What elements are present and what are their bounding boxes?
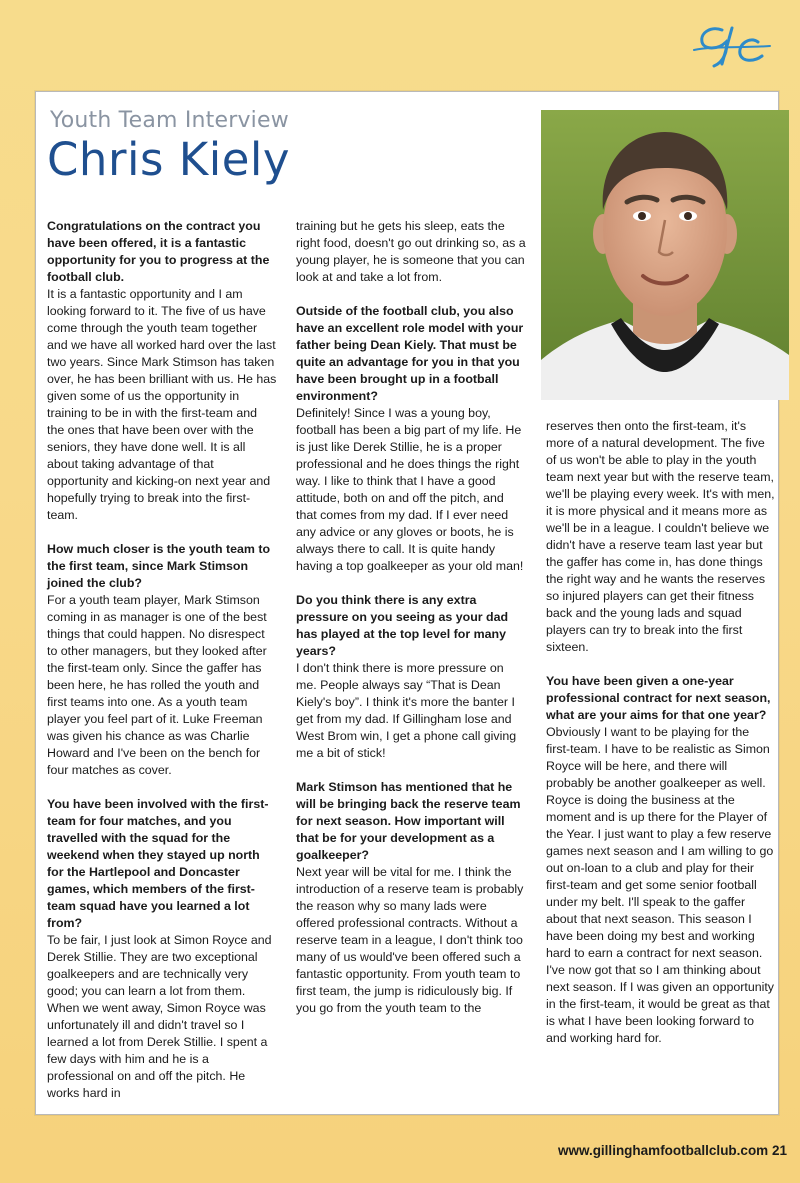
answer-7: Obviously I want to be playing for the first-team. I have to be realistic as Simon Royce will be here, and there will probably be another goalkeeper as well. Royce is doing the business at the moment and is up there for the Player of the Year. I just want to play a few reserve games next season and I am willing to go out on-loan to a club and play for their first-team and get some senior football under my belt. I'll speak to the gaffer about that next season. This season I have been doing my best and working hard to earn a contract for next season. I've now got that so I am thinking about next season. If I was given an opportunity in the first-team, it would be great as that is what I have been looking forward to and working hard for. <box>546 725 774 1045</box>
section-kicker: Youth Team Interview <box>50 108 289 133</box>
answer-5: I don't think there is more pressure on me. People always say “That is Dean Kiely's boy”. I think it's more the banter I get from my dad. If Gillingham lose and West Brom win, I get a phone call giving me a bit of stick! <box>296 661 517 760</box>
article-title: Chris Kiely <box>47 133 291 186</box>
article-panel <box>35 91 779 1115</box>
answer-3-continued: training but he gets his sleep, eats the right food, doesn't go out drinking so, as a young player, he is someone that you can look at and take a lot from. <box>296 219 526 284</box>
footer-page-number: 21 <box>771 1143 787 1158</box>
answer-1: It is a fantastic opportunity and I am looking forward to it. The five of us have come through the youth team together and we have all worked hard over the last two years. Since Mark Stimson has taken over, he has been brilliant with us. He has given some of us the opportunity in training to be in with the first-team and the ones that have been over with the seniors, they have done well. It is all about taking advantage of that opportunity and kicking-on next year and hopefully trying to break into the first-team. <box>47 287 277 522</box>
page-footer <box>558 1143 787 1158</box>
question-6: Mark Stimson has mentioned that he will be bringing back the reserve team for next season. How important will that be for your development as a goalkeeper? <box>296 780 521 862</box>
answer-4: Definitely! Since I was a young boy, football has been a big part of my life. He is just like Derek Stillie, he is a proper professional and he does things the right way. I like to think that I have a good attitude, both on and off the pitch, and that comes from my dad. If I ever need any advice or any gloves or boots, he is always there to call. It is quite handy having a top goalkeeper as your old man! <box>296 406 524 573</box>
club-monogram-logo <box>692 20 772 76</box>
question-4: Outside of the football club, you also have an excellent role model with your father being Dean Kiely. That must be quite an advantage for you in that you have been brought up in a football environment? <box>296 304 524 403</box>
answer-2: For a youth team player, Mark Stimson coming in as manager is one of the best things that could happen. No disrespect to other managers, but they looked after the first-team only. Since the gaffer has been here, he has rolled the youth and first teams into one. As a youth team player you feel part of it. Luke Freeman was given his chance as was Charlie Howard and I've been on the bench for four matches as cover. <box>47 593 267 777</box>
question-1: Congratulations on the contract you have been offered, it is a fantastic opportunity for you to progress at the football club. <box>47 219 270 284</box>
question-7: You have been given a one-year professional contract for next season, what are your aims for that one year? <box>546 674 771 722</box>
question-2: How much closer is the youth team to the first team, since Mark Stimson joined the club? <box>47 542 271 590</box>
answer-3: To be fair, I just look at Simon Royce and Derek Stillie. They are two exceptional goalkeepers and are technically very good; you can learn a lot from them. When we went away, Simon Royce was unfortunately ill and didn't travel so I learned a lot from Derek Stillie. I spent a few days with him and he is a professional on and off the pitch. He works hard in <box>47 933 272 1100</box>
answer-6-continued: reserves then onto the first-team, it's more of a natural development. The five of us won't be able to play in the youth team next year but with the reserve team, we'll be playing every week. It's with men, it is more physical and it means more as we'll be in a league. I couldn't believe we didn't have a reserve team last year but the gaffer has come in, has done things the right way and he wants the reserves so injured players can get their fitness back and the young lads and squad players can try to break into the first sixteen. <box>546 419 775 654</box>
question-5: Do you think there is any extra pressure on you seeing as your dad has played at the top level for many years? <box>296 593 509 658</box>
player-portrait <box>541 110 789 400</box>
question-3: You have been involved with the first-team for four matches, and you travelled with the squad for the weekend when they stayed up north for the Hartlepool and Doncaster games, which members of the first-team squad have you learned a lot from? <box>47 797 269 930</box>
article-column-1 <box>47 218 277 1102</box>
article-column-3 <box>546 418 776 1047</box>
footer-website: www.gillinghamfootballclub.com <box>557 1143 769 1158</box>
answer-6: Next year will be vital for me. I think the introduction of a reserve team is probably the reason why so many lads were offered professional contracts. Without a reserve team in a league, I don't think too many of us would've been offered such a fantastic opportunity. From youth team to first team, the jump is ridiculously big. If you go from the youth team to the <box>296 865 524 1015</box>
article-column-2 <box>296 218 526 1017</box>
